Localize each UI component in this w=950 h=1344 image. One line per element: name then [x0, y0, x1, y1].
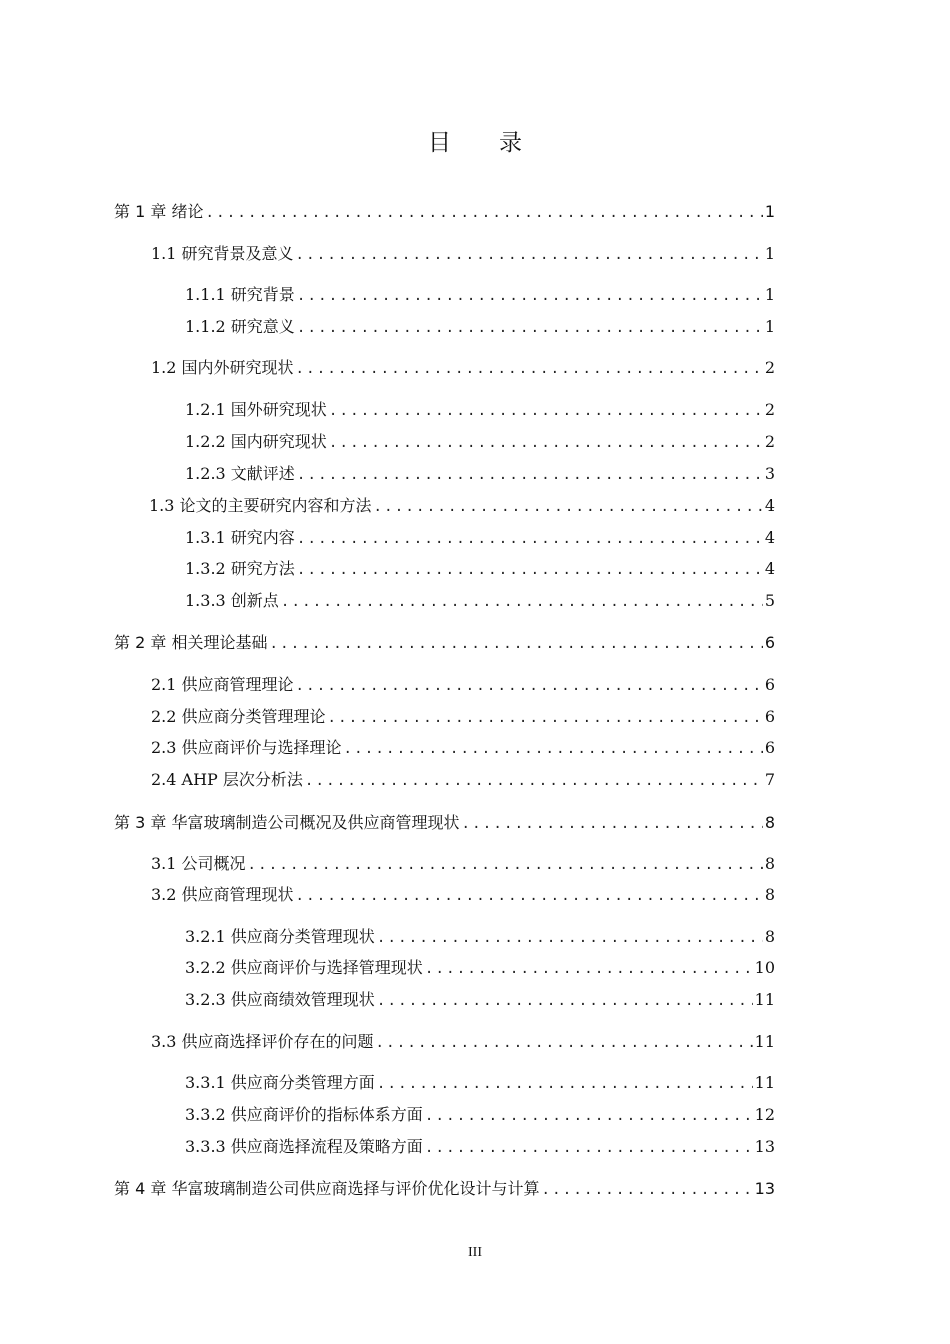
toc-label: 2.3 供应商评价与选择理论: [151, 738, 342, 757]
toc-entry-1-3[interactable]: [149, 495, 775, 518]
toc-entry-3-2-3[interactable]: [185, 989, 775, 1012]
toc-entry-3-3-3[interactable]: [185, 1136, 775, 1159]
toc-page-number: 8: [764, 854, 775, 873]
toc-label: 1.1.1 研究背景: [185, 285, 295, 304]
toc-page-number: 11: [754, 990, 775, 1009]
toc-page-number: 7: [764, 770, 775, 789]
toc-page-number: 8: [764, 813, 775, 832]
toc-entry-chapter-4[interactable]: [114, 1178, 775, 1201]
toc-label: 3.3.2 供应商评价的指标体系方面: [185, 1105, 423, 1124]
toc-entry-3-3-1[interactable]: [185, 1072, 775, 1095]
toc-leader: [376, 1032, 753, 1054]
title-char-1: 目: [428, 130, 451, 156]
toc-entry-3-3-2[interactable]: [185, 1104, 775, 1127]
toc-label: 1.3.2 研究方法: [185, 559, 295, 578]
toc-leader: [344, 738, 763, 760]
toc-label: 1.3.1 研究内容: [185, 528, 295, 547]
toc-entry-2-4[interactable]: [151, 769, 775, 792]
toc-page-number: 2: [764, 432, 775, 451]
toc-page-number: 6: [764, 738, 775, 757]
toc-leader: [297, 559, 763, 581]
toc-label: 1.1.2 研究意义: [185, 317, 295, 336]
toc-page-number: 13: [754, 1137, 775, 1156]
toc-entry-1-2-3[interactable]: [185, 463, 775, 486]
toc-entry-2-1[interactable]: [151, 674, 775, 697]
toc-leader: [377, 1073, 753, 1095]
toc-leader: [269, 633, 762, 655]
toc-leader: [296, 885, 763, 907]
toc-page-number: 1: [764, 285, 775, 304]
toc-entry-1-3-1[interactable]: [185, 527, 775, 550]
toc-page-number: 6: [764, 675, 775, 694]
toc-entry-chapter-3[interactable]: [114, 812, 775, 835]
toc-entry-1-2-2[interactable]: [185, 431, 775, 454]
toc-label: 1.3.3 创新点: [185, 591, 279, 610]
toc-leader: [374, 496, 763, 518]
toc-label: 1.2 国内外研究现状: [151, 358, 294, 377]
page-footer-number: III: [468, 1245, 482, 1260]
toc-leader: [328, 707, 763, 729]
toc-label: 2.4 AHP 层次分析法: [151, 770, 303, 789]
toc-leader: [297, 317, 763, 339]
toc-entry-chapter-2[interactable]: [114, 632, 775, 655]
toc-page-number: 1: [764, 244, 775, 263]
toc-page-number: 11: [754, 1032, 775, 1051]
title-char-2: 录: [499, 130, 522, 156]
toc-entry-1-3-3[interactable]: [185, 590, 775, 613]
toc-label: 3.2 供应商管理现状: [151, 885, 294, 904]
toc-entry-3-2[interactable]: [151, 884, 775, 907]
toc-leader: [329, 400, 763, 422]
toc-page-number: 12: [754, 1105, 775, 1124]
toc-page-number: 1: [764, 202, 775, 221]
toc-page-number: 4: [764, 559, 775, 578]
toc-leader: [425, 958, 753, 980]
toc-page-number: 2: [764, 358, 775, 377]
toc-label: 1.1 研究背景及意义: [151, 244, 294, 263]
toc-page-number: 13: [754, 1179, 775, 1198]
toc-entry-chapter-1[interactable]: [114, 201, 775, 224]
toc-entry-2-2[interactable]: [151, 706, 775, 729]
toc-entry-1-1[interactable]: [151, 243, 775, 266]
toc-entry-3-2-1[interactable]: [185, 926, 775, 949]
toc-page-number: 4: [764, 528, 775, 547]
toc-label: 第 3 章 华富玻璃制造公司概况及供应商管理现状: [114, 813, 460, 832]
toc-label: 1.2.2 国内研究现状: [185, 432, 327, 451]
toc-entry-1-3-2[interactable]: [185, 558, 775, 581]
toc-leader: [297, 285, 763, 307]
toc-leader: [281, 591, 763, 613]
toc-page-number: 1: [764, 317, 775, 336]
toc-label: 1.2.1 国外研究现状: [185, 400, 327, 419]
toc-leader: [296, 358, 763, 380]
toc-label: 3.2.1 供应商分类管理现状: [185, 927, 375, 946]
toc-page-number: 10: [754, 958, 775, 977]
toc-label: 3.1 公司概况: [151, 854, 246, 873]
toc-entry-1-2[interactable]: [151, 357, 775, 380]
toc-entry-1-2-1[interactable]: [185, 399, 775, 422]
toc-label: 3.3.3 供应商选择流程及策略方面: [185, 1137, 423, 1156]
toc-entry-3-3[interactable]: [151, 1031, 775, 1054]
toc-page-number: 3: [764, 464, 775, 483]
toc-leader: [297, 464, 763, 486]
toc-label: 1.2.3 文献评述: [185, 464, 295, 483]
toc-label: 3.3.1 供应商分类管理方面: [185, 1073, 375, 1092]
toc-leader: [425, 1137, 753, 1159]
toc-leader: [296, 675, 763, 697]
toc-entry-3-2-2[interactable]: [185, 957, 775, 980]
toc-leader: [305, 770, 763, 792]
toc-entry-2-3[interactable]: [151, 737, 775, 760]
toc-leader: [461, 813, 762, 835]
toc-page-number: 8: [764, 885, 775, 904]
toc-label: 2.2 供应商分类管理理论: [151, 707, 326, 726]
toc-entry-1-1-1[interactable]: [185, 284, 775, 307]
toc-label: 第 1 章 绪论: [114, 202, 204, 221]
toc-leader: [296, 244, 763, 266]
toc-leader: [329, 432, 763, 454]
toc-page-number: 4: [764, 496, 775, 515]
toc-leader: [377, 990, 753, 1012]
toc-leader: [248, 854, 763, 876]
toc-leader: [541, 1179, 752, 1201]
toc-label: 3.2.2 供应商评价与选择管理现状: [185, 958, 423, 977]
toc-leader: [297, 528, 763, 550]
toc-label: 第 4 章 华富玻璃制造公司供应商选择与评价优化设计与计算: [114, 1179, 540, 1198]
toc-label: 3.3 供应商选择评价存在的问题: [151, 1032, 374, 1051]
toc-leader: [425, 1105, 753, 1127]
toc-label: 2.1 供应商管理理论: [151, 675, 294, 694]
toc-leader: [377, 927, 763, 949]
toc-page-number: 11: [754, 1073, 775, 1092]
toc-label: 3.2.3 供应商绩效管理现状: [185, 990, 375, 1009]
toc-entry-1-1-2[interactable]: [185, 316, 775, 339]
toc-entry-3-1[interactable]: [151, 853, 775, 876]
toc-page-number: 5: [764, 591, 775, 610]
toc-label: 第 2 章 相关理论基础: [114, 633, 268, 652]
toc-page-number: 8: [764, 927, 775, 946]
toc-page-number: 6: [764, 633, 775, 652]
page-title: [0, 124, 950, 157]
toc-page-number: 2: [764, 400, 775, 419]
toc-label: 1.3 论文的主要研究内容和方法: [149, 496, 372, 515]
toc-leader: [205, 202, 762, 224]
toc-page-number: 6: [764, 707, 775, 726]
